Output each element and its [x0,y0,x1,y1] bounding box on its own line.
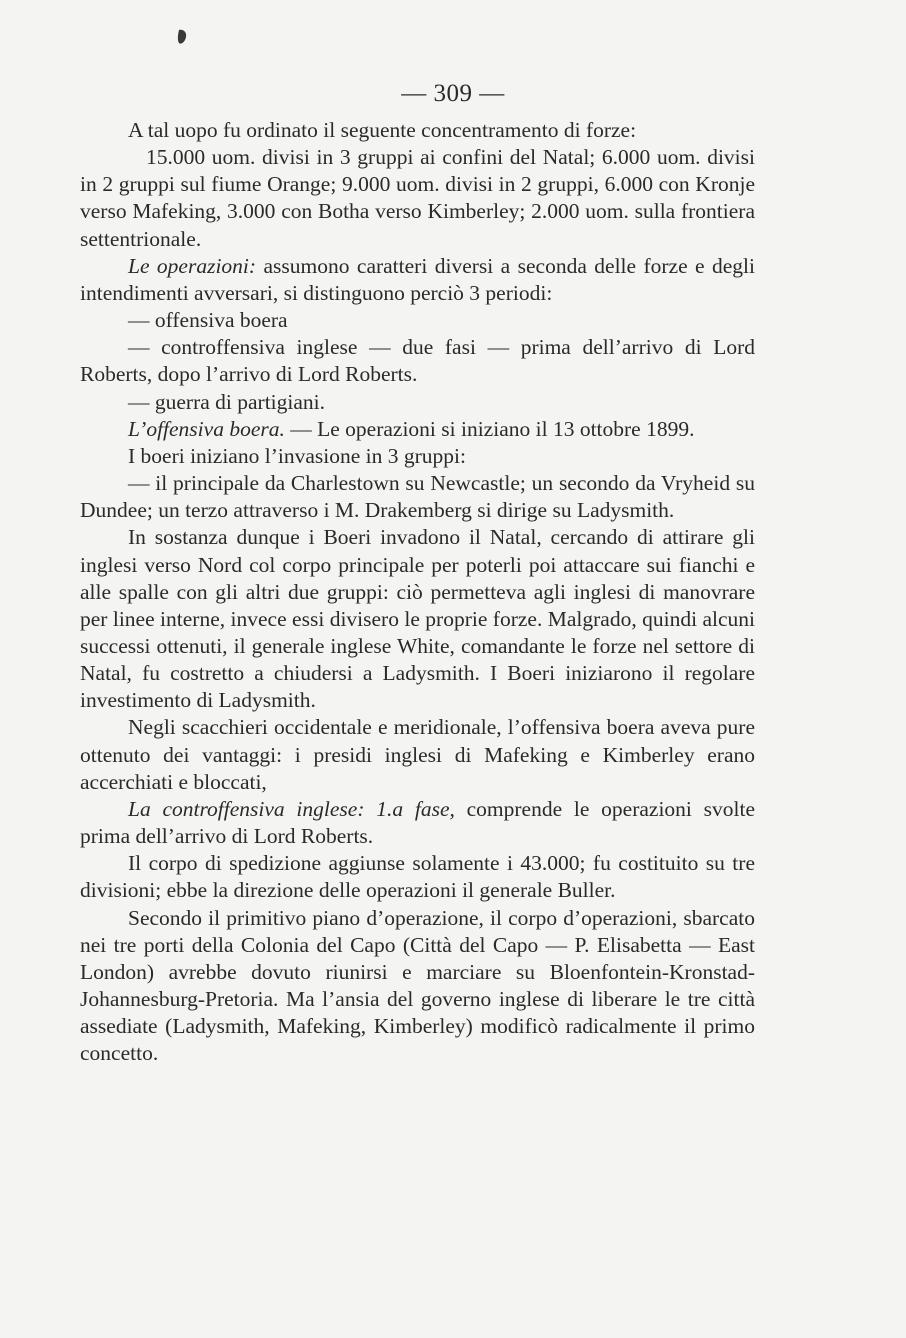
paragraph: Secondo il primitivo piano d’operazione, il corpo d’operazioni, sbarcato nei tre porti della Colonia del Capo (Città del Capo — P. Elisabetta — East London) avrebbe dovuto riunirsi e marciare su Bloenfontein-Kronstad-Johannesburg-Pretoria. Ma l’ansia del governo inglese di liberare le tre città assediate (Ladysmith, Mafeking, Kimberley) modificò radicalmente il primo concetto. [80,905,755,1066]
paragraph: — il principale da Charlestown su Newcastle; un secondo da Vryheid su Dundee; un terzo attraverso i M. Drakemberg si dirige su Ladysmith. [80,471,755,523]
paragraph: — offensiva boera [128,308,288,333]
paragraph: Il corpo di spedizione aggiunse solamente i 43.000; fu costituito su tre divisioni; ebbe la direzione delle operazioni il generale Buller. [80,851,755,903]
paragraph: I boeri iniziano l’invasione in 3 gruppi: [128,443,466,468]
paragraph: A tal uopo fu ordinato il seguente concentramento di forze: [128,118,637,142]
paragraph: 15.000 uom. divisi in 3 gruppi ai confini del Natal; 6.000 uom. divisi in 2 gruppi sul fiume Orange; 9.000 uom. divisi in 2 gruppi, 6.000 con Kronje verso Mafeking, 3.000 con Botha verso Kimberley; 2.000 uom. sulla frontiera settentrionale. [80,145,755,251]
paragraph: Negli scacchieri occidentale e meridionale, l’offensiva boera aveva pure ottenuto dei vantaggi: i presidi inglesi di Mafeking e Kimberley erano accerchiati e bloccati, [80,715,755,794]
paragraph: La controffensiva inglese: 1.a fase, comprende le operazioni svolte prima dell’arrivo di Lord Roberts. [80,796,756,849]
paragraph: — guerra di partigiani. [128,389,326,414]
page-number: — 309 — [401,80,505,107]
paragraph: In sostanza dunque i Boeri invadono il Natal, cercando di attirare gli inglesi verso Nord col corpo principale per poterli poi attaccare sui fianchi e alle spalle con gli altri due gruppi: ciò permetteva agli inglesi di manovrare per linee interne, invece essi divisero le proprie forze. Malgrado, quindi alcuni successi ottenuti, il generale inglese White, comandante le forze nel settore di Natal, fu costretto a chiudersi a Ladysmith. I Boeri iniziarono il regolare investimento di Ladysmith. [80,525,755,713]
paragraph: Le operazioni: assumono caratteri diversi a seconda delle forze e degli intendimenti avversari, si distinguono perciò 3 periodi: [80,253,756,305]
paragraph: — controffensiva inglese — due fasi — prima dell’arrivo di Lord Roberts, dopo l’arrivo di Lord Roberts. [80,335,755,387]
paragraph: L’offensiva boera. — Le operazioni si iniziano il 13 ottobre 1899. [128,416,695,441]
body-text [80,117,755,1067]
ink-mark [176,28,190,46]
